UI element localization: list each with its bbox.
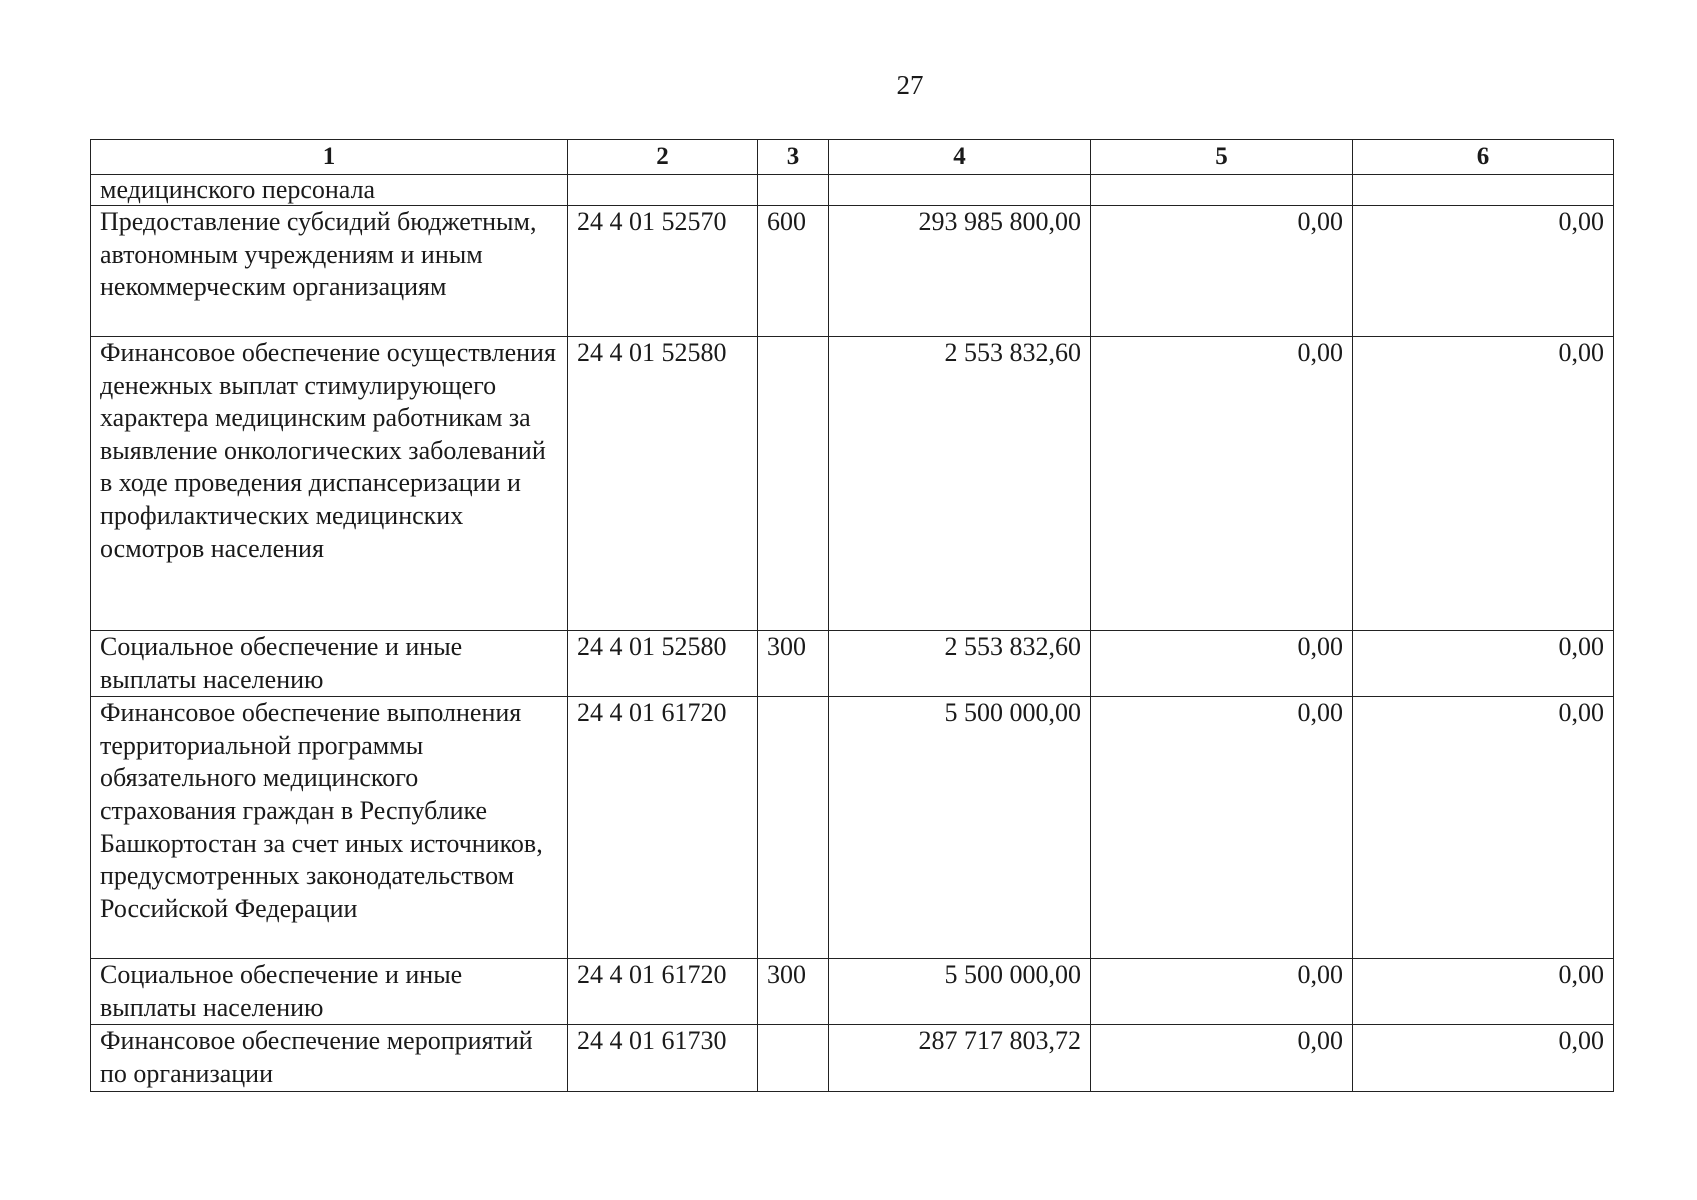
row-col6-cell: 0,00 <box>1353 631 1614 697</box>
row-name-cell: медицинского персонала <box>91 175 568 206</box>
column-header-2: 2 <box>568 140 758 175</box>
header-row <box>91 140 1614 175</box>
table-row <box>91 959 1614 1025</box>
row-col6-cell: 0,00 <box>1353 697 1614 959</box>
row-code-cell: 24 4 01 61730 <box>568 1025 758 1091</box>
row-col4-cell <box>829 175 1091 206</box>
row-type-cell: 600 <box>758 206 829 337</box>
row-col6-cell: 0,00 <box>1353 206 1614 337</box>
row-name-cell: Финансовое обеспечение выполнения территориальной программы обязательного медицинского страхования граждан в Республике Башкортостан за счет иных источников, предусмотренных законодательством Российской Федерации <box>91 697 568 959</box>
column-header-5: 5 <box>1091 140 1353 175</box>
row-code-cell: 24 4 01 52580 <box>568 631 758 697</box>
column-header-4: 4 <box>829 140 1091 175</box>
row-type-cell: 300 <box>758 959 829 1025</box>
row-type-cell <box>758 337 829 631</box>
row-col6-cell: 0,00 <box>1353 337 1614 631</box>
row-col5-cell: 0,00 <box>1091 697 1353 959</box>
row-code-cell: 24 4 01 61720 <box>568 959 758 1025</box>
row-type-cell <box>758 175 829 206</box>
table-row <box>91 1025 1614 1091</box>
column-header-1: 1 <box>91 140 568 175</box>
row-type-cell <box>758 697 829 959</box>
row-col4-cell: 5 500 000,00 <box>829 959 1091 1025</box>
row-col5-cell: 0,00 <box>1091 337 1353 631</box>
table-row <box>91 337 1614 631</box>
table-row <box>91 631 1614 697</box>
page-number: 27 <box>896 70 924 100</box>
row-col4-cell: 293 985 800,00 <box>829 206 1091 337</box>
row-col5-cell <box>1091 175 1353 206</box>
row-name-cell: Финансовое обеспечение мероприятий по организации <box>91 1025 568 1091</box>
row-col5-cell: 0,00 <box>1091 1025 1353 1091</box>
row-name-cell: Социальное обеспечение и иные выплаты населению <box>91 959 568 1025</box>
row-type-cell <box>758 1025 829 1091</box>
row-col4-cell: 2 553 832,60 <box>829 631 1091 697</box>
table-row <box>91 206 1614 337</box>
row-col4-cell: 5 500 000,00 <box>829 697 1091 959</box>
row-code-cell: 24 4 01 61720 <box>568 697 758 959</box>
row-name-cell: Финансовое обеспечение осуществления денежных выплат стимулирующего характера медицинским работникам за выявление онкологических заболеваний в ходе проведения диспансеризации и профилактических медицинских осмотров населения <box>91 337 568 631</box>
row-code-cell <box>568 175 758 206</box>
budget-table <box>90 139 1614 1092</box>
row-code-cell: 24 4 01 52570 <box>568 206 758 337</box>
row-col4-cell: 2 553 832,60 <box>829 337 1091 631</box>
row-col6-cell: 0,00 <box>1353 959 1614 1025</box>
row-col4-cell: 287 717 803,72 <box>829 1025 1091 1091</box>
row-type-cell: 300 <box>758 631 829 697</box>
row-col5-cell: 0,00 <box>1091 959 1353 1025</box>
row-name-cell: Социальное обеспечение и иные выплаты населению <box>91 631 568 697</box>
row-col6-cell <box>1353 175 1614 206</box>
column-header-6: 6 <box>1353 140 1614 175</box>
column-header-3: 3 <box>758 140 829 175</box>
row-col5-cell: 0,00 <box>1091 206 1353 337</box>
table-row <box>91 175 1614 206</box>
row-col6-cell: 0,00 <box>1353 1025 1614 1091</box>
row-code-cell: 24 4 01 52580 <box>568 337 758 631</box>
table-row <box>91 697 1614 959</box>
row-name-cell: Предоставление субсидий бюджетным, автономным учреждениям и иным некоммерческим организациям <box>91 206 568 337</box>
row-col5-cell: 0,00 <box>1091 631 1353 697</box>
